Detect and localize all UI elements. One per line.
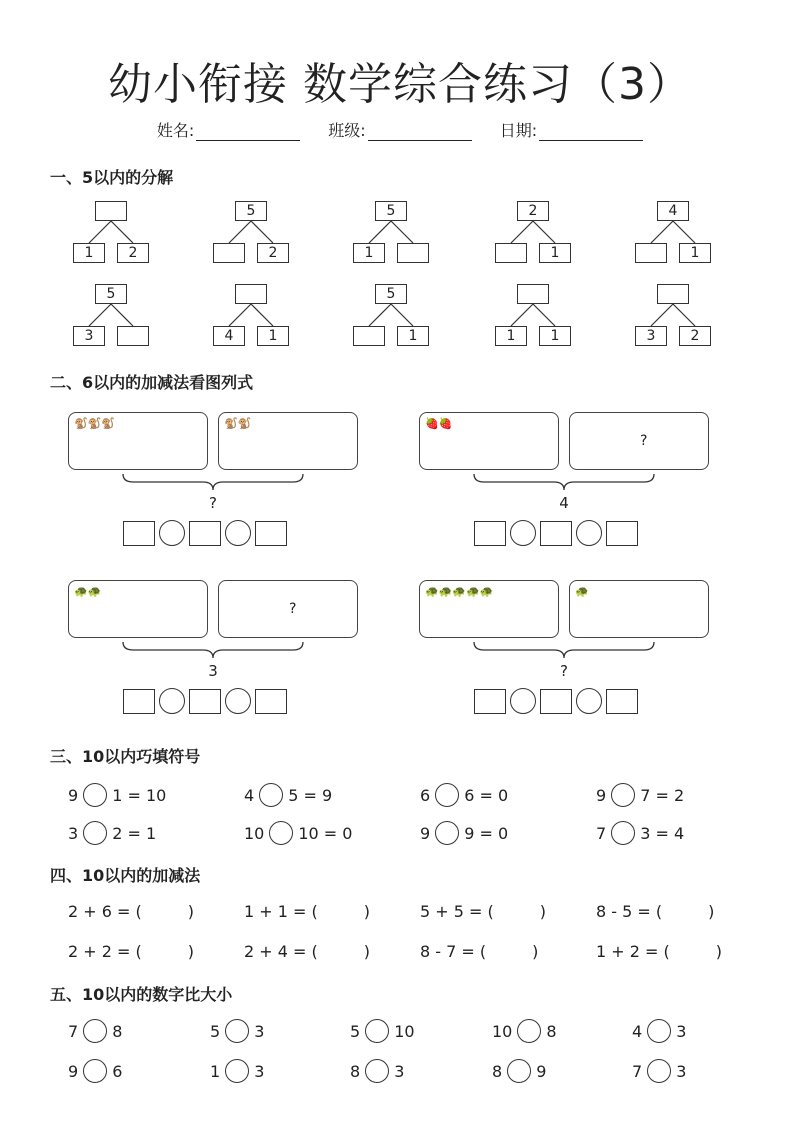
answer-square[interactable] <box>606 521 638 546</box>
total-label: 3 <box>208 662 218 680</box>
number-a: 7 <box>632 1061 643 1081</box>
operator-circle[interactable] <box>159 688 185 714</box>
decomp-left-box[interactable]: 1 <box>495 326 527 346</box>
picture-problem <box>419 580 709 755</box>
decomposition-tree <box>73 201 153 261</box>
arith-question: 5 + 5 = ( <box>420 902 494 921</box>
compare-item <box>210 1059 264 1083</box>
compare-circle[interactable] <box>83 1019 107 1043</box>
decomp-right-box[interactable] <box>397 243 429 263</box>
compare-item <box>492 1059 546 1083</box>
number-b: 3 <box>254 1021 265 1041</box>
number-b: 3 <box>676 1021 687 1041</box>
arith-item <box>420 902 546 921</box>
tree-branch <box>673 304 695 326</box>
operator-circle[interactable] <box>159 520 185 546</box>
picture-problem <box>419 412 709 587</box>
operand-b: 5 = 9 <box>288 785 333 805</box>
left-picture-box <box>68 412 208 470</box>
brace-path <box>123 642 303 658</box>
number-b: 8 <box>112 1021 123 1041</box>
compare-expression <box>492 1019 557 1043</box>
arith-expression <box>420 902 546 921</box>
left-picture-box <box>419 580 559 638</box>
operator-circle[interactable] <box>510 688 536 714</box>
date-field[interactable] <box>500 118 643 141</box>
arith-expression <box>420 942 538 961</box>
number-a: 1 <box>210 1061 221 1081</box>
tree-branch <box>651 304 673 326</box>
brace-path <box>123 474 303 490</box>
symbol-expression <box>244 783 332 807</box>
symbol-circle[interactable] <box>611 821 635 845</box>
symbol-item <box>68 783 166 807</box>
operand-b: 3 = 4 <box>640 823 685 843</box>
tree-branch <box>391 221 413 243</box>
symbol-item <box>420 783 508 807</box>
symbol-item <box>420 821 508 845</box>
decomp-left-box[interactable]: 3 <box>635 326 667 346</box>
compare-circle[interactable] <box>647 1019 671 1043</box>
right-pictures: 🐢 <box>575 585 589 598</box>
tree-branch <box>369 221 391 243</box>
arith-question: 2 + 4 = ( <box>244 942 318 961</box>
answer-square[interactable] <box>606 689 638 714</box>
compare-item <box>632 1059 686 1083</box>
compare-item <box>68 1059 122 1083</box>
class-field[interactable] <box>328 118 471 141</box>
decomp-top-box[interactable]: 5 <box>95 284 127 304</box>
symbol-expression <box>596 821 684 845</box>
number-a: 4 <box>632 1021 643 1041</box>
compare-expression <box>210 1019 264 1043</box>
right-picture-box <box>218 412 358 470</box>
number-b: 6 <box>112 1061 123 1081</box>
decomp-top-box[interactable]: 5 <box>375 284 407 304</box>
brace <box>68 470 358 494</box>
number-b: 10 <box>394 1021 415 1041</box>
arith-question: 8 - 5 = ( <box>596 902 663 921</box>
brace-path <box>474 642 654 658</box>
tree-branch <box>111 221 133 243</box>
right-picture-box <box>569 580 709 638</box>
decomposition-tree <box>495 284 575 344</box>
symbol-item <box>244 821 352 845</box>
answer-square[interactable] <box>255 521 287 546</box>
operand-a: 9 <box>420 823 431 843</box>
number-a: 8 <box>492 1061 503 1081</box>
tree-branch <box>251 221 273 243</box>
arith-item <box>596 942 722 961</box>
compare-circle[interactable] <box>225 1059 249 1083</box>
name-field[interactable] <box>157 118 300 141</box>
tree-branch <box>369 304 391 326</box>
right-picture-box <box>218 580 358 638</box>
arith-expression <box>68 942 194 961</box>
answer-square[interactable] <box>123 521 155 546</box>
decomposition-tree <box>495 201 575 261</box>
symbol-item <box>68 821 156 845</box>
operator-circle[interactable] <box>510 520 536 546</box>
number-b: 3 <box>394 1061 405 1081</box>
operand-a: 3 <box>68 823 79 843</box>
left-pictures: 🐢🐢🐢🐢🐢 <box>425 585 494 598</box>
date-line[interactable] <box>539 122 643 141</box>
number-b: 9 <box>536 1061 547 1081</box>
picture-problem <box>68 580 358 755</box>
arith-question: 2 + 6 = ( <box>68 902 142 921</box>
operator-circle[interactable] <box>576 688 602 714</box>
equation-slots <box>123 688 287 714</box>
page-title: 幼小衔接 数学综合练习（3） <box>108 59 692 110</box>
number-a: 10 <box>492 1021 513 1041</box>
total-label: 4 <box>559 494 569 512</box>
number-a: 9 <box>68 1061 79 1081</box>
close-paren: ) <box>363 902 371 921</box>
operand-b: 9 = 0 <box>464 823 509 843</box>
tree-branch <box>89 304 111 326</box>
arith-question: 2 + 2 = ( <box>68 942 142 961</box>
tree-branch <box>229 221 251 243</box>
right-question-mark: ? <box>640 433 648 449</box>
decomp-right-box[interactable]: 2 <box>679 326 711 346</box>
student-info <box>0 118 800 141</box>
decomp-left-box[interactable] <box>353 326 385 346</box>
close-paren: ) <box>187 942 195 961</box>
decomp-left-box[interactable] <box>495 243 527 263</box>
decomp-top-box[interactable]: 4 <box>657 201 689 221</box>
name-line[interactable] <box>196 122 300 141</box>
operand-a: 10 <box>244 823 265 843</box>
symbol-expression <box>244 821 352 845</box>
symbol-circle[interactable] <box>259 783 283 807</box>
total-label: ? <box>560 662 568 680</box>
symbol-circle[interactable] <box>269 821 293 845</box>
operand-a: 9 <box>596 785 607 805</box>
number-b: 8 <box>546 1021 557 1041</box>
arith-item <box>420 942 538 961</box>
number-a: 5 <box>350 1021 361 1041</box>
arith-expression <box>596 902 714 921</box>
tree-branch <box>533 221 555 243</box>
compare-expression <box>68 1019 122 1043</box>
decomposition-tree <box>353 201 433 261</box>
date-label: 日期: <box>499 121 538 140</box>
answer-square[interactable] <box>189 521 221 546</box>
class-line[interactable] <box>368 122 472 141</box>
operand-b: 7 = 2 <box>640 785 685 805</box>
decomp-top-box[interactable] <box>517 284 549 304</box>
decomp-right-box[interactable]: 1 <box>539 326 571 346</box>
decomposition-tree <box>635 284 715 344</box>
number-a: 8 <box>350 1061 361 1081</box>
compare-expression <box>350 1059 404 1083</box>
decomp-right-box[interactable]: 1 <box>397 326 429 346</box>
tree-branch <box>111 304 133 326</box>
left-picture-box <box>68 580 208 638</box>
tree-branch <box>673 221 695 243</box>
tree-branch <box>511 221 533 243</box>
decomp-right-box[interactable]: 2 <box>117 243 149 263</box>
total-label: ? <box>209 494 217 512</box>
symbol-expression <box>68 821 156 845</box>
compare-item <box>210 1019 264 1043</box>
arith-question: 1 + 2 = ( <box>596 942 670 961</box>
close-paren: ) <box>708 902 715 921</box>
operand-a: 7 <box>596 823 607 843</box>
symbol-circle[interactable] <box>435 821 459 845</box>
decomp-left-box[interactable]: 4 <box>213 326 245 346</box>
decomp-top-box[interactable] <box>657 284 689 304</box>
picture-problem <box>68 412 358 587</box>
decomp-right-box[interactable]: 1 <box>679 243 711 263</box>
close-paren: ) <box>187 902 195 921</box>
arith-expression <box>244 902 370 921</box>
compare-expression <box>492 1059 546 1083</box>
arith-item <box>596 902 714 921</box>
left-picture-box <box>419 412 559 470</box>
operand-b: 1 = 10 <box>112 785 167 805</box>
symbol-circle[interactable] <box>435 783 459 807</box>
tree-branch <box>251 304 273 326</box>
compare-item <box>68 1019 122 1043</box>
tree-branch <box>533 304 555 326</box>
symbol-circle[interactable] <box>83 821 107 845</box>
answer-square[interactable] <box>474 521 506 546</box>
decomposition-tree <box>635 201 715 261</box>
right-question-mark: ? <box>289 601 297 617</box>
symbol-expression <box>420 783 508 807</box>
answer-square[interactable] <box>540 689 572 714</box>
arith-item <box>68 942 194 961</box>
symbol-expression <box>68 783 166 807</box>
operator-circle[interactable] <box>225 520 251 546</box>
tree-branch <box>391 304 413 326</box>
arith-expression <box>244 942 370 961</box>
answer-square[interactable] <box>540 521 572 546</box>
close-paren: ) <box>539 902 547 921</box>
compare-expression <box>350 1019 415 1043</box>
right-pictures: 🐒🐒 <box>224 417 252 430</box>
compare-item <box>492 1019 557 1043</box>
symbol-circle[interactable] <box>611 783 635 807</box>
name-label: 姓名: <box>156 121 195 140</box>
compare-item <box>350 1019 415 1043</box>
tree-branch <box>229 304 251 326</box>
operand-a: 9 <box>68 785 79 805</box>
decomp-top-box[interactable]: 2 <box>517 201 549 221</box>
operator-circle[interactable] <box>576 520 602 546</box>
decomp-left-box[interactable]: 1 <box>73 243 105 263</box>
arith-question: 8 - 7 = ( <box>420 942 487 961</box>
tree-branch <box>89 221 111 243</box>
arith-question: 1 + 1 = ( <box>244 902 318 921</box>
close-paren: ) <box>532 942 539 961</box>
equation-slots <box>474 520 638 546</box>
symbol-expression <box>420 821 508 845</box>
symbol-circle[interactable] <box>83 783 107 807</box>
left-pictures: 🐢🐢 <box>74 585 102 598</box>
decomposition-tree <box>73 284 153 344</box>
decomp-left-box[interactable]: 1 <box>353 243 385 263</box>
decomposition-tree <box>353 284 433 344</box>
decomp-top-box[interactable]: 5 <box>235 201 267 221</box>
compare-circle[interactable] <box>225 1019 249 1043</box>
answer-square[interactable] <box>189 689 221 714</box>
brace <box>68 638 358 662</box>
decomp-left-box[interactable] <box>213 243 245 263</box>
arith-item <box>244 902 370 921</box>
symbol-item <box>244 783 332 807</box>
answer-square[interactable] <box>123 689 155 714</box>
decomposition-tree <box>213 284 293 344</box>
answer-square[interactable] <box>255 689 287 714</box>
answer-square[interactable] <box>474 689 506 714</box>
equation-slots <box>474 688 638 714</box>
class-label: 班级: <box>328 121 366 140</box>
number-a: 5 <box>210 1021 221 1041</box>
decomp-top-box[interactable]: 5 <box>375 201 407 221</box>
right-picture-box <box>569 412 709 470</box>
brace <box>419 470 709 494</box>
arith-item <box>68 902 194 921</box>
decomp-right-box[interactable]: 1 <box>257 326 289 346</box>
arith-expression <box>68 902 194 921</box>
symbol-item <box>596 783 684 807</box>
number-b: 3 <box>676 1061 687 1081</box>
operator-circle[interactable] <box>225 688 251 714</box>
brace-path <box>474 474 654 490</box>
compare-circle[interactable] <box>83 1059 107 1083</box>
decomposition-tree <box>213 201 293 261</box>
operand-a: 4 <box>244 785 255 805</box>
arith-expression <box>596 942 722 961</box>
section-5-heading: 五、10以内的数字比大小 <box>50 985 233 1004</box>
decomp-top-box[interactable] <box>235 284 267 304</box>
decomp-left-box[interactable] <box>635 243 667 263</box>
symbol-item <box>596 821 684 845</box>
arith-item <box>244 942 370 961</box>
section-2-heading: 二、6以内的加减法看图列式 <box>50 373 254 392</box>
compare-circle[interactable] <box>365 1019 389 1043</box>
compare-circle[interactable] <box>647 1059 671 1083</box>
compare-expression <box>210 1059 264 1083</box>
tree-branch <box>651 221 673 243</box>
left-pictures: 🍓🍓 <box>425 417 453 430</box>
section-3-heading: 三、10以内巧填符号 <box>50 747 201 766</box>
section-4-heading: 四、10以内的加减法 <box>50 866 201 885</box>
left-pictures: 🐒🐒🐒 <box>74 417 116 430</box>
compare-circle[interactable] <box>517 1019 541 1043</box>
close-paren: ) <box>363 942 371 961</box>
decomp-right-box[interactable] <box>117 326 149 346</box>
equation-slots <box>123 520 287 546</box>
brace <box>419 638 709 662</box>
compare-expression <box>632 1059 686 1083</box>
compare-circle[interactable] <box>507 1059 531 1083</box>
operand-b: 10 = 0 <box>298 823 353 843</box>
symbol-expression <box>596 783 684 807</box>
compare-item <box>350 1059 404 1083</box>
operand-a: 6 <box>420 785 431 805</box>
number-b: 3 <box>254 1061 265 1081</box>
decomp-top-box[interactable] <box>95 201 127 221</box>
tree-branch <box>511 304 533 326</box>
operand-b: 6 = 0 <box>464 785 509 805</box>
decomp-left-box[interactable]: 3 <box>73 326 105 346</box>
operand-b: 2 = 1 <box>112 823 157 843</box>
decomp-right-box[interactable]: 1 <box>539 243 571 263</box>
decomp-right-box[interactable]: 2 <box>257 243 289 263</box>
compare-circle[interactable] <box>365 1059 389 1083</box>
compare-expression <box>68 1059 122 1083</box>
compare-expression <box>632 1019 686 1043</box>
number-a: 7 <box>68 1021 79 1041</box>
compare-item <box>632 1019 686 1043</box>
close-paren: ) <box>715 942 723 961</box>
section-1-heading: 一、5以内的分解 <box>50 168 174 187</box>
